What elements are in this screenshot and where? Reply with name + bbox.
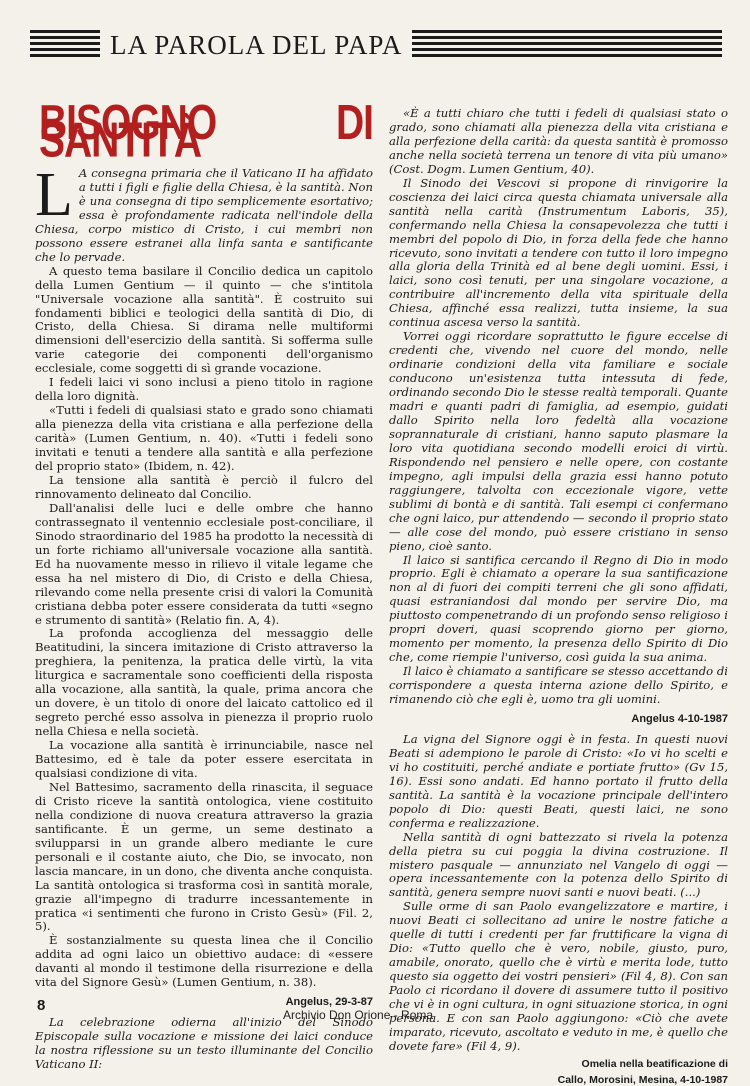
- signature-line-2: Callo, Morosini, Mesina, 4-10-1987: [557, 1073, 728, 1086]
- paragraph: «È a tutti chiaro che tutti i fedeli di qualsiasi stato o grado, sono chiamati alla pienezza della vita cristiana e alla perfezione della carità: da questa santità è promosso anche nella società terrena un tenore di vita più umano» (Cost. Dogm. Lumen Gentium, 40).: [389, 106, 728, 176]
- section-header: [30, 27, 722, 63]
- paragraph: Il laico è chiamato a santificare se stesso accettando di corrispondere a questa interna azione dello Spirito, e rimanendo ciò che egli è, uomo tra gli uomini.: [389, 664, 728, 707]
- archive-watermark: Archivio Don Orione - Roma: [283, 1008, 434, 1022]
- paragraph: La vocazione alla santità è irrinunciabile, nasce nel Battesimo, ed è tale da poter essere esercitata in qualsiasi condizione di vita.: [35, 738, 373, 780]
- paragraph: «Tutti i fedeli di qualsiasi stato e grado sono chiamati alla pienezza della vita cristiana e alla perfezione della carità» (Lumen Gentium, n. 40). «Tutti i fedeli sono invitati e tenuti a tendere alla santità e alla perfezione del proprio stato» (Ibidem, n. 42).: [35, 403, 373, 474]
- paragraph: Il laico si santifica cercando il Regno di Dio in modo proprio. Egli è chiamato a operare la sua santificazione non al di fuori dei compiti terreni che gli sono affidati, quasi estraniandosi dal mondo per servire Dio, ma piuttosto compenetrando di un profondo senso religioso i propri doveri, quasi scoprendo giorno per giorno, momento per momento, la presenza dello Spirito di Dio che, come riempie l'universo, così guida la sua anima.: [389, 552, 728, 665]
- paragraph: Vorrei oggi ricordare soprattutto le figure eccelse di credenti che, vivendo nel cuore del mondo, nelle ordinarie condizioni della vita familiare e sociale conducono un'esistenza tutta intessuta di fede, ordinando secondo Dio le stesse realtà temporali. Quante madri e quanti padri di famiglia, ad esempio, guidati dallo Spirito nella loro fedeltà alla vocazione soprannaturale di cristiani, hanno saputo plasmare la loro vita quotidiana secondo modelli eroici di virtù. Rispondendo nel pensiero e nelle opere, con costante impegno, agli impulsi della grazia essi hanno potuto raggiungere, talvolta con eccezionale vigore, vette sublimi di bontà e di santità. Tali esempi ci confermano che ogni laico, pur attendendo — secondo il proprio stato — alle cose del mondo, può essere cristiano in senso pieno, cioè santo.: [389, 329, 728, 553]
- paragraph: La profonda accoglienza del messaggio delle Beatitudini, la sincera imitazione di Cristo attraverso la preghiera, la penitenza, la pratica delle virtù, la vita liturgica e sacramentale sono coefficienti della risposta alla vocazione, alla santità, la quale, prima ancora che un dovere, è un titolo di onore del laicato cattolico ed il segreto perché esso assolva in pienezza il proprio ruolo nella Chiesa e nella società.: [35, 626, 373, 739]
- paragraph: Il Sinodo dei Vescovi si propone di rinvigorire la coscienza dei laici circa questa chiamata universale alla santità nella carità (Instrumentum Laboris, 35), confermando nella Chiesa la consapevolezza che tutti i membri del popolo di Dio, in forza della fede che hanno ricevuto, sono invitati a tendere con tutto il loro impegno alla gloria della Trinità ed al bene degli uomini. Essi, i laici, sono così tenuti, per una singolare vocazione, a contribuire all'incremento della vita spirituale della Chiesa, affinché essa realizzi, tutta insieme, la sua continua ascesa verso la santità.: [389, 175, 728, 330]
- left-column: [35, 96, 373, 1072]
- signature-line-1: Omelia nella beatificazione di: [581, 1057, 728, 1070]
- signature: Angelus, 29-3-87: [285, 996, 373, 1009]
- paragraph: Dall'analisi delle luci e delle ombre che hanno contrassegnato il ventennio ecclesiale post-conciliare, il Sinodo straordinario del 1985 ha prodotto la necessità di un forte richiamo all'universale vocazione alla santità. Ed ha nuovamente messo in rilievo il vitale legame che essa ha nel mistero di Dio, di Cristo e della Chiesa, rilevando come nella presente crisi di valori la Comunità cristiana debba poter essere considerata da tutti «segno e strumento di santità» (Relatio fin. A, 4).: [35, 500, 373, 627]
- header-stripes-left: [30, 30, 100, 60]
- article-title: BISOGNO DI SANTITÀ: [39, 96, 373, 168]
- paragraph: La vigna del Signore oggi è in festa. In questi nuovi Beati si adempiono le parole di Cristo: «Io vi ho scelti e vi ho costituiti, perché andiate e portiate frutto» (Gv 15, 16). Essi sono andati. Ed hanno portato il frutto della santità. La santità è la vocazione principale dell'intero popolo di Dio: questi Beati, questi laici, ne sono conferma e realizzazione.: [389, 731, 728, 830]
- section-title: LA PAROLA DEL PAPA: [110, 29, 403, 60]
- paragraph: Sulle orme di san Paolo evangelizzatore e martire, i nuovi Beati ci sollecitano ad unire le nostre fatiche a quelle di tutti i credenti per far fruttificare la vigna di Dio: «Tutto quello che è vero, nobile, giusto, puro, amabile, onorato, quello che è virtù e merita lode, tutto questo sia oggetto dei vostri pensieri» (Fil 4, 8). Con san Paolo ci ricordano il dovere di assumere tutto il positivo che vi è in ogni cultura, in ogni situazione storica, in ogni persona. E con san Paolo aggiungono: «Ciò che avete imparato, ricevuto, ascoltato e veduto in me, è quello che dovete fare» (Fil 4, 9).: [389, 899, 728, 1053]
- paragraph: A questo tema basilare il Concilio dedica un capitolo della Lumen Gentium — il quinto — che s'intitola "Universale vocazione alla santità". È costruito sui fondamenti biblici e teologici della santità di Dio, di Cristo, della Chiesa. Si dirama nelle multiformi dimensioni dell'esercizio della santità. Si sofferma sulle varie categorie dei componenti dell'organismo ecclesiale, come soggetti di sì grande vocazione.: [35, 263, 373, 376]
- drop-cap: L: [35, 161, 73, 229]
- page-number: 8: [37, 997, 46, 1014]
- paragraph: La celebrazione odierna all'inizio del Sinodo Episcopale sulla vocazione e missione dei laici conduce la nostra riflessione su un testo illuminante del Concilio Vaticano II:: [35, 1015, 373, 1072]
- paragraph: La tensione alla santità è perciò il fulcro del rinnovamento delineato dal Concilio.: [35, 472, 373, 501]
- paragraph: L A consegna primaria che il Vaticano II ha affidato a tutti i figli e figlie della Chiesa, è la santità. Non è una consegna di tipo semplicemente esortativo; essa è profondamente radicata nell'indole della Chiesa, corpo mistico di Cristo, i cui membri non possono essere estranei alla linfa santa e santificante che lo pervade.: [35, 161, 373, 264]
- paragraph: È sostanzialmente su questa linea che il Concilio addita ad ogni laico un obiettivo audace: di «essere davanti al mondo il testimone della risurrezione e della vita del Signore Gesù» (Lumen Gentium, n. 38).: [35, 933, 373, 990]
- header-stripes-right: [412, 30, 722, 60]
- right-column: [389, 107, 728, 1086]
- signature: Angelus 4-10-1987: [631, 712, 728, 725]
- paragraph: Nel Battesimo, sacramento della rinascita, il seguace di Cristo riceve la santità ontologica, viene costituito nella condizione di nuova creatura attraverso la grazia santificante. È un germe, un seme destinato a svilupparsi in un grande albero mediante le cure personali e il costante aiuto, che Dio, se invocato, non lascia mancare, in un dono, che diventa anche conquista. La santità ontologica si trasforma così in santità morale, grazie all'impegno di tradurre incessantemente in pratica «i sentimenti che furono in Cristo Gesù» (Fil. 2, 5).: [35, 779, 373, 934]
- paragraph: I fedeli laici vi sono inclusi a pieno titolo in ragione della loro dignità.: [35, 375, 373, 404]
- paragraph: Nella santità di ogni battezzato si rivela la potenza della pietra su cui poggia la divina costruzione. Il mistero pasquale — annunziato nel Vangelo di oggi — opera incessantemente con la potenza dello Spirito di santità, genera sempre nuovi santi e nuovi beati. (...): [389, 829, 728, 900]
